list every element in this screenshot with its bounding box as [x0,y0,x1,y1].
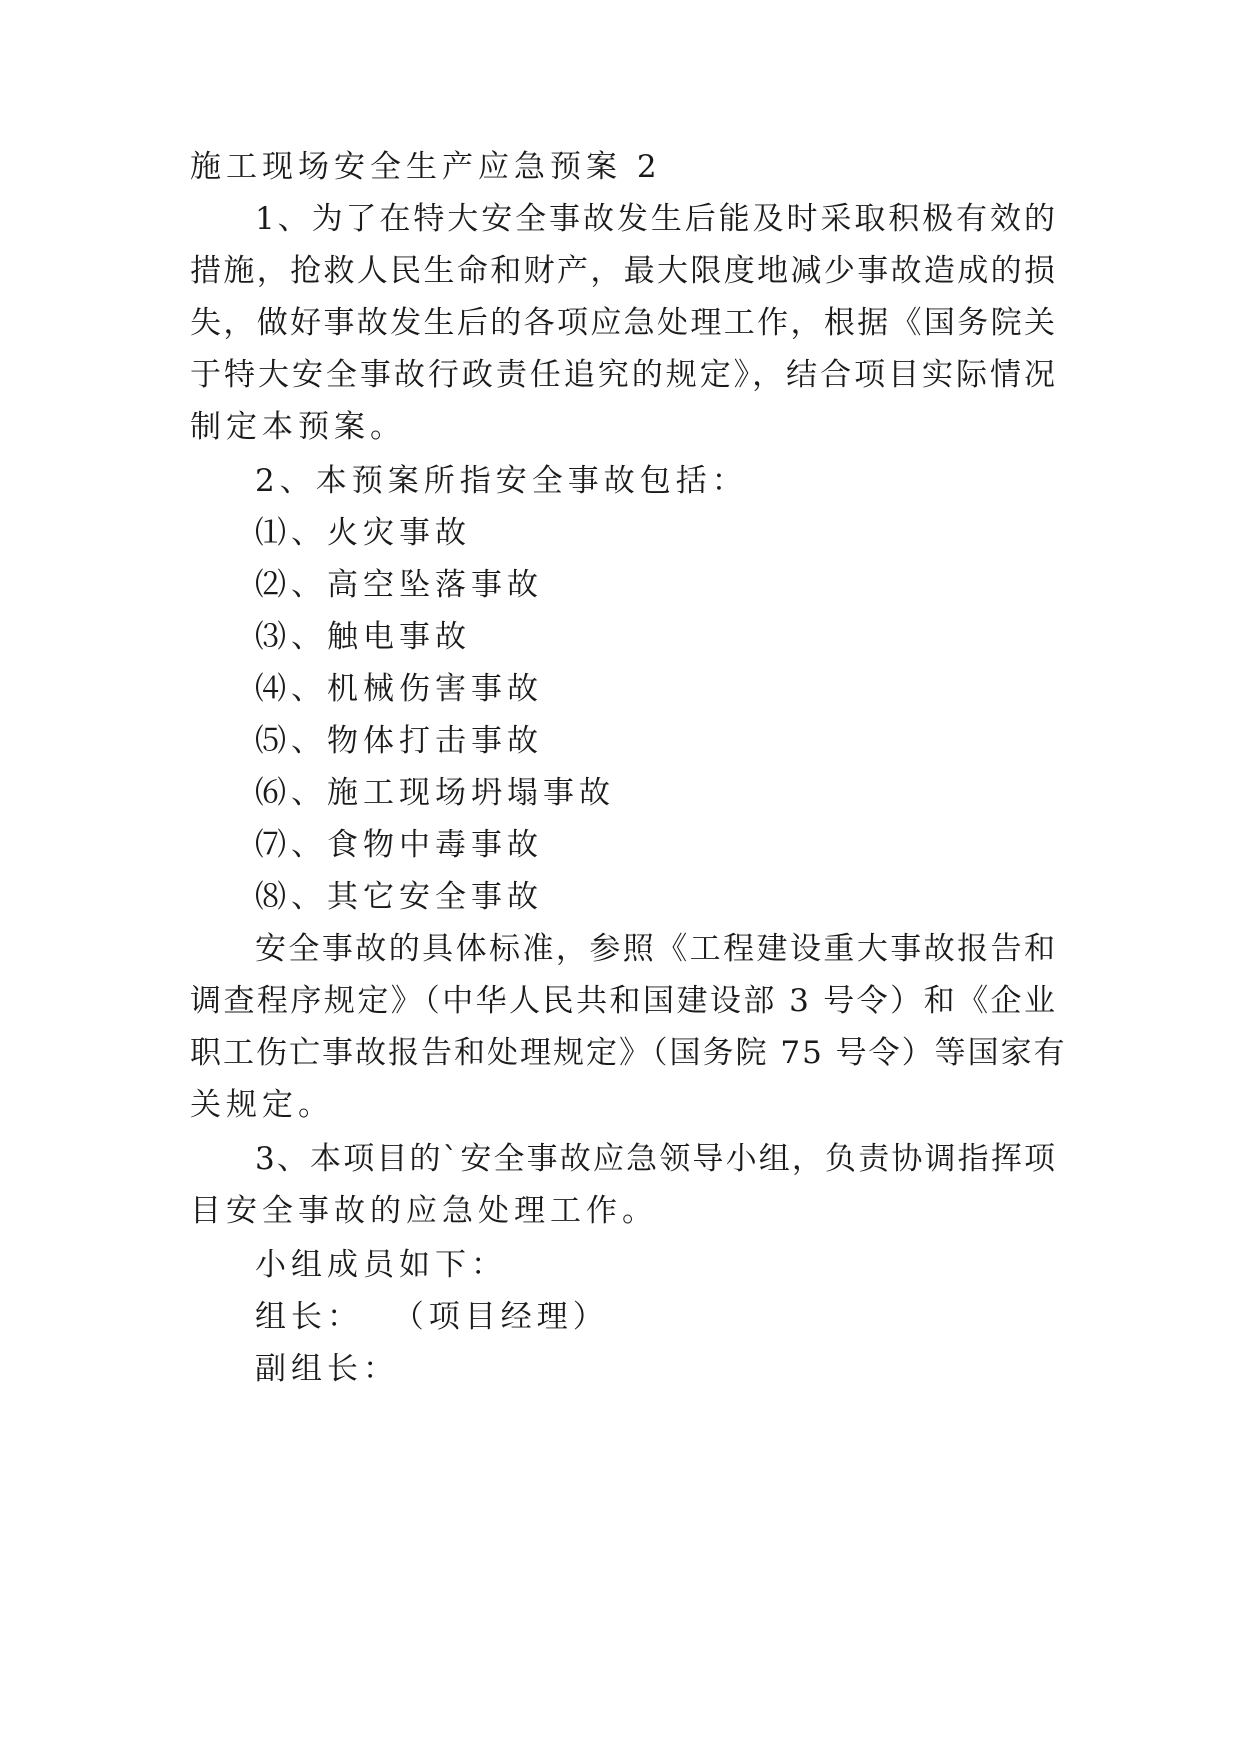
paragraph-1-line-2: 措施，抢救人民生命和财产，最大限度地减少事故造成的损 [190,253,1057,289]
deputy-leader-line: 副组长： [255,1351,399,1387]
paragraph-3-line-2: 目安全事故的应急处理工作。 [190,1193,658,1229]
standards-line-4: 关规定。 [190,1087,334,1123]
accident-type-item: ⑷、机械伤害事故 [255,671,543,707]
accident-type-item: ⑹、施工现场坍塌事故 [255,775,615,811]
standards-line-1: 安全事故的具体标准，参照《工程建设重大事故报告和 [255,931,1057,967]
accident-type-item: ⑶、触电事故 [255,619,471,655]
accident-type-item: ⑻、其它安全事故 [255,879,543,915]
accident-type-item: ⑵、高空坠落事故 [255,567,543,603]
paragraph-3-line-1: 3、本项目的`安全事故应急领导小组，负责协调指挥项 [255,1141,1057,1177]
accident-type-item: ⑴、火灾事故 [255,515,471,551]
paragraph-1-line-5: 制定本预案。 [190,409,406,445]
standards-line-2: 调查程序规定》（中华人民共和国建设部 3 号令）和《企业 [190,983,1057,1019]
paragraph-1-line-3: 失，做好事故发生后的各项应急处理工作，根据《国务院关 [190,305,1057,341]
document-title: 施工现场安全生产应急预案 2 [190,149,662,185]
paragraph-1-line-1: 1、为了在特大安全事故发生后能及时采取积极有效的 [255,201,1057,237]
members-intro: 小组成员如下： [255,1247,507,1283]
paragraph-2: 2、本预案所指安全事故包括： [255,463,748,499]
leader-line: 组长： （项目经理） [255,1299,609,1335]
paragraph-1-line-4: 于特大安全事故行政责任追究的规定》，结合项目实际情况 [190,357,1057,393]
standards-line-3: 职工伤亡事故报告和处理规定》（国务院 75 号令）等国家有 [190,1035,1067,1071]
accident-type-item: ⑸、物体打击事故 [255,723,543,759]
accident-type-item: ⑺、食物中毒事故 [255,827,543,863]
